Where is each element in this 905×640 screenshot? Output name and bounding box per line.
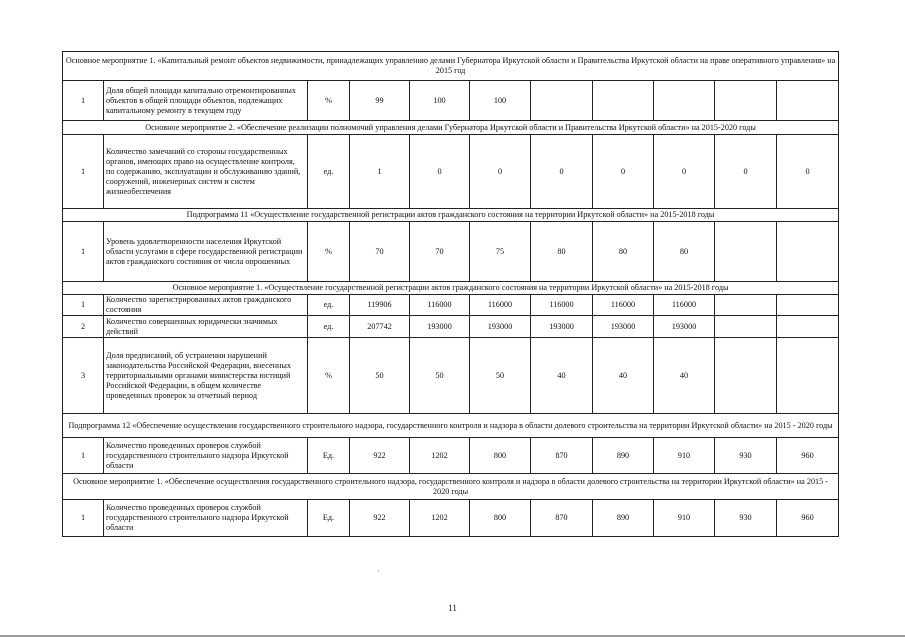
row-number: 1 bbox=[63, 295, 104, 316]
section-header-row bbox=[63, 414, 839, 438]
value-cell: 0 bbox=[593, 135, 654, 209]
table-row bbox=[63, 222, 839, 282]
unit-cell: Ед. bbox=[308, 438, 350, 474]
value-cell: 40 bbox=[593, 338, 654, 414]
value-cell: 50 bbox=[410, 338, 470, 414]
value-cell: 119906 bbox=[350, 295, 410, 316]
indicator-name: Количество проведенных проверок службой государственного строительного надзора Иркутской области bbox=[104, 438, 308, 474]
value-cell: 193000 bbox=[410, 316, 470, 338]
section-header-row bbox=[63, 52, 839, 81]
section-header-row bbox=[63, 121, 839, 135]
value-cell: 193000 bbox=[531, 316, 593, 338]
unit-cell: ед. bbox=[308, 316, 350, 338]
table-row bbox=[63, 500, 839, 537]
value-cell: 0 bbox=[531, 135, 593, 209]
value-cell bbox=[715, 295, 777, 316]
unit-cell: ед. bbox=[308, 135, 350, 209]
value-cell: 930 bbox=[715, 438, 777, 474]
value-cell: 116000 bbox=[470, 295, 531, 316]
value-cell: 910 bbox=[654, 438, 715, 474]
row-number: 1 bbox=[63, 222, 104, 282]
value-cell: 960 bbox=[777, 438, 839, 474]
value-cell: 0 bbox=[470, 135, 531, 209]
unit-cell: Ед. bbox=[308, 500, 350, 537]
row-number: 3 bbox=[63, 338, 104, 414]
value-cell: 80 bbox=[593, 222, 654, 282]
section-header-row bbox=[63, 474, 839, 500]
value-cell: 116000 bbox=[531, 295, 593, 316]
table-row bbox=[63, 316, 839, 338]
value-cell bbox=[777, 338, 839, 414]
value-cell: 922 bbox=[350, 500, 410, 537]
value-cell: 1202 bbox=[410, 500, 470, 537]
row-number: 1 bbox=[63, 438, 104, 474]
value-cell: 80 bbox=[654, 222, 715, 282]
value-cell: 922 bbox=[350, 438, 410, 474]
unit-cell: % bbox=[308, 222, 350, 282]
section-header: Основное мероприятие 1. «Осуществление государственной регистрации актов гражданского состояния на территории Иркутской области» на 2015-2018 годы bbox=[63, 282, 839, 295]
value-cell: 50 bbox=[350, 338, 410, 414]
value-cell bbox=[715, 222, 777, 282]
value-cell: 116000 bbox=[593, 295, 654, 316]
value-cell bbox=[531, 81, 593, 121]
table-row bbox=[63, 81, 839, 121]
indicator-name: Доля предписаний, об устранении нарушений законодательства Российской Федерации, внесенных территориальными органами министерства юстиций Российской Федерации, в общем количестве проведенных проверок за отчетный период bbox=[104, 338, 308, 414]
value-cell bbox=[654, 81, 715, 121]
value-cell: 1 bbox=[350, 135, 410, 209]
section-header: Основное мероприятие 1. «Обеспечение осуществления государственного строительного надзора, государственного контроля и надзора в области долевого строительства на территории Иркутской области» на 2015 - 2020 годы bbox=[63, 474, 839, 500]
value-cell: 0 bbox=[777, 135, 839, 209]
stray-mark: · bbox=[377, 567, 380, 576]
value-cell: 870 bbox=[531, 500, 593, 537]
section-header: Основное мероприятие 2. «Обеспечение реализации полномочий управления делами Губернатора Иркутской области и Правительства Иркутской области» на 2015-2020 годы bbox=[63, 121, 839, 135]
value-cell: 116000 bbox=[654, 295, 715, 316]
section-header-row bbox=[63, 209, 839, 222]
value-cell bbox=[777, 316, 839, 338]
value-cell: 40 bbox=[531, 338, 593, 414]
value-cell: 70 bbox=[410, 222, 470, 282]
value-cell: 116000 bbox=[410, 295, 470, 316]
indicator-name: Количество зарегистрированных актов гражданского состояния bbox=[104, 295, 308, 316]
scan-edge-line bbox=[0, 635, 905, 637]
value-cell: 100 bbox=[470, 81, 531, 121]
value-cell bbox=[715, 81, 777, 121]
value-cell: 75 bbox=[470, 222, 531, 282]
value-cell: 0 bbox=[654, 135, 715, 209]
unit-cell: ед. bbox=[308, 295, 350, 316]
unit-cell: % bbox=[308, 81, 350, 121]
row-number: 2 bbox=[63, 316, 104, 338]
value-cell: 960 bbox=[777, 500, 839, 537]
value-cell: 50 bbox=[470, 338, 531, 414]
value-cell: 193000 bbox=[593, 316, 654, 338]
table-row bbox=[63, 295, 839, 316]
value-cell: 1202 bbox=[410, 438, 470, 474]
value-cell: 0 bbox=[715, 135, 777, 209]
value-cell: 890 bbox=[593, 500, 654, 537]
value-cell bbox=[777, 222, 839, 282]
value-cell: 800 bbox=[470, 438, 531, 474]
value-cell: 910 bbox=[654, 500, 715, 537]
value-cell bbox=[715, 316, 777, 338]
table-row bbox=[63, 338, 839, 414]
value-cell: 80 bbox=[531, 222, 593, 282]
value-cell: 207742 bbox=[350, 316, 410, 338]
value-cell: 930 bbox=[715, 500, 777, 537]
value-cell: 100 bbox=[410, 81, 470, 121]
value-cell: 0 bbox=[410, 135, 470, 209]
value-cell: 870 bbox=[531, 438, 593, 474]
table-row bbox=[63, 438, 839, 474]
value-cell: 99 bbox=[350, 81, 410, 121]
section-header: Подпрограмма 11 «Осуществление государственной регистрации актов гражданского состояния на территории Иркутской области» на 2015-2018 годы bbox=[63, 209, 839, 222]
indicator-name: Доля общей площади капитально отремонтированных объектов в общей площади объектов, подлежащих капитальному ремонту в текущем году bbox=[104, 81, 308, 121]
value-cell: 193000 bbox=[470, 316, 531, 338]
table-body bbox=[63, 52, 839, 537]
table-row bbox=[63, 135, 839, 209]
value-cell: 70 bbox=[350, 222, 410, 282]
value-cell: 890 bbox=[593, 438, 654, 474]
value-cell bbox=[593, 81, 654, 121]
section-header: Подпрограмма 12 «Обеспечение осуществления государственного строительного надзора, государственного контроля и надзора в области долевого строительства на территории Иркутской области» на 2015 - 2020 годы bbox=[63, 414, 839, 438]
indicator-name: Количество проведенных проверок службой государственного строительного надзора Иркутской области bbox=[104, 500, 308, 537]
unit-cell: % bbox=[308, 338, 350, 414]
value-cell bbox=[715, 338, 777, 414]
value-cell: 800 bbox=[470, 500, 531, 537]
value-cell: 193000 bbox=[654, 316, 715, 338]
row-number: 1 bbox=[63, 135, 104, 209]
row-number: 1 bbox=[63, 81, 104, 121]
indicator-name: Уровень удовлетворенности населения Иркутской области услугами в сфере государственной регистрации актов гражданского состояния от числа опрошенных bbox=[104, 222, 308, 282]
row-number: 1 bbox=[63, 500, 104, 537]
section-header: Основное мероприятие 1. «Капитальный ремонт объектов недвижимости, принадлежащих управлению делами Губернатора Иркутской области и Правительства Иркутской области на праве оперативного управления» на 2015 год bbox=[63, 52, 839, 81]
indicators-table bbox=[62, 51, 839, 537]
value-cell: 40 bbox=[654, 338, 715, 414]
indicator-name: Количество замечаний со стороны государственных органов, имеющих право на осуществление контроля, по содержанию, эксплуатации и обслуживанию зданий, сооружений, инженерных систем и систем жизнеобеспечения bbox=[104, 135, 308, 209]
value-cell bbox=[777, 81, 839, 121]
value-cell bbox=[777, 295, 839, 316]
section-header-row bbox=[63, 282, 839, 295]
page-number: 11 bbox=[448, 603, 457, 613]
indicator-name: Количество совершенных юридически значимых действий bbox=[104, 316, 308, 338]
